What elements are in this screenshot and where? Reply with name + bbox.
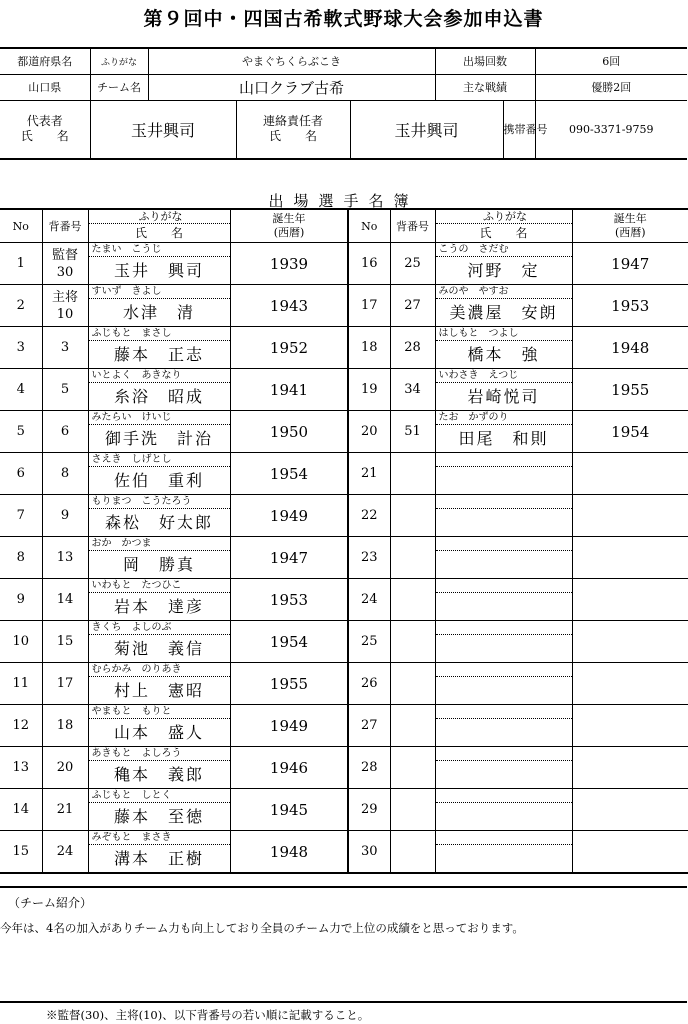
representative-label-line2: 氏 名 xyxy=(20,129,69,144)
player-name: 河野 定 xyxy=(467,261,540,280)
player-uniform-value: 21 xyxy=(56,802,74,817)
col-furigana-label-right: ふりがな xyxy=(436,210,572,224)
table-row xyxy=(0,327,348,369)
table-row xyxy=(348,579,688,621)
team-furigana: やまぐちくらぶこき xyxy=(148,48,435,74)
table-row xyxy=(0,537,348,579)
player-uniform-number xyxy=(390,243,435,285)
player-uniform-value: 27 xyxy=(404,298,421,313)
player-furigana: もりまつ こうたろう xyxy=(89,495,230,509)
player-no: 20 xyxy=(348,411,390,453)
player-no: 2 xyxy=(0,285,42,327)
contact-name: 玉井興司 xyxy=(350,100,503,159)
player-birth-year xyxy=(572,663,688,705)
table-row xyxy=(0,831,348,874)
player-name-cell xyxy=(88,243,230,285)
player-furigana xyxy=(436,621,572,635)
player-furigana xyxy=(436,789,572,803)
table-row xyxy=(348,243,688,285)
player-name-cell xyxy=(88,453,230,495)
player-name-cell xyxy=(435,453,572,495)
player-furigana xyxy=(436,663,572,677)
table-row xyxy=(0,285,348,327)
player-name: 穐本 義郎 xyxy=(113,765,204,784)
player-uniform-number xyxy=(390,705,435,747)
player-uniform-value: 20 xyxy=(56,760,74,775)
appearances-label: 出場回数 xyxy=(435,48,535,74)
player-uniform-value: 18 xyxy=(56,718,74,733)
player-name-cell xyxy=(435,621,572,663)
player-name-cell xyxy=(435,747,572,789)
table-row xyxy=(348,831,688,874)
player-no: 3 xyxy=(0,327,42,369)
player-no: 1 xyxy=(0,243,42,285)
player-uniform-number xyxy=(42,621,88,663)
table-row xyxy=(348,453,688,495)
player-no: 8 xyxy=(0,537,42,579)
player-name: 岡 勝真 xyxy=(122,555,195,574)
results-value: 優勝2回 xyxy=(535,74,687,100)
table-row xyxy=(348,663,688,705)
table-row xyxy=(0,495,348,537)
table-row xyxy=(348,621,688,663)
col-uniform-header-right: 背番号 xyxy=(390,209,435,243)
player-birth-year xyxy=(572,747,688,789)
player-furigana xyxy=(436,537,572,551)
player-no: 14 xyxy=(0,789,42,831)
player-uniform-value: 17 xyxy=(56,676,74,691)
player-furigana: はしもと つよし xyxy=(436,327,572,341)
player-name: 溝本 正樹 xyxy=(113,849,204,868)
player-uniform-number xyxy=(42,789,88,831)
prefecture-label: 都道府県名 xyxy=(0,48,90,74)
player-uniform-number xyxy=(42,705,88,747)
player-name-cell xyxy=(88,411,230,453)
player-uniform-number xyxy=(390,747,435,789)
representative-label-line1: 代表者 xyxy=(26,114,63,129)
player-uniform-number xyxy=(390,621,435,663)
representative-name: 玉井興司 xyxy=(90,100,236,159)
player-name-cell xyxy=(435,369,572,411)
player-uniform-number xyxy=(42,243,88,285)
player-furigana xyxy=(436,831,572,845)
player-furigana: むらかみ のりあき xyxy=(89,663,230,677)
col-no-header: No xyxy=(0,209,42,243)
player-no: 25 xyxy=(348,621,390,663)
player-furigana xyxy=(436,579,572,593)
player-name-cell xyxy=(88,579,230,621)
player-no: 10 xyxy=(0,621,42,663)
appearances-value: 6回 xyxy=(535,48,687,74)
player-uniform-value: 13 xyxy=(56,550,74,565)
form-title: 第９回中・四国古希軟式野球大会参加申込書 xyxy=(143,8,544,30)
col-birth-header xyxy=(230,209,348,243)
player-no: 28 xyxy=(348,747,390,789)
player-name xyxy=(436,635,572,662)
table-row xyxy=(0,453,348,495)
player-birth-year: 1946 xyxy=(230,747,348,789)
player-birth-year: 1953 xyxy=(572,285,688,327)
player-birth-year xyxy=(572,495,688,537)
player-name-cell xyxy=(88,369,230,411)
player-name xyxy=(436,467,572,494)
col-birth-header-right xyxy=(572,209,688,243)
player-name-cell xyxy=(435,789,572,831)
player-birth-year: 1947 xyxy=(572,243,688,285)
player-furigana: みぞもと まさき xyxy=(89,831,230,845)
player-name-cell xyxy=(435,579,572,621)
player-birth-year: 1949 xyxy=(230,705,348,747)
player-uniform-number xyxy=(390,663,435,705)
player-uniform-value: 30 xyxy=(56,264,74,280)
player-birth-year xyxy=(572,831,688,874)
player-name-cell xyxy=(435,327,572,369)
player-uniform-number xyxy=(390,789,435,831)
player-birth-year: 1954 xyxy=(230,621,348,663)
player-no: 4 xyxy=(0,369,42,411)
player-uniform-number xyxy=(42,495,88,537)
player-name xyxy=(436,761,572,788)
player-no: 24 xyxy=(348,579,390,621)
player-name xyxy=(436,509,572,536)
team-intro-label: （チーム紹介） xyxy=(8,896,93,910)
player-name: 佐伯 重利 xyxy=(113,471,204,490)
player-no: 13 xyxy=(0,747,42,789)
player-uniform-number xyxy=(42,285,88,327)
player-no: 15 xyxy=(0,831,42,874)
player-uniform-number xyxy=(390,495,435,537)
table-row xyxy=(348,537,688,579)
player-furigana: きくち よしのぶ xyxy=(89,621,230,635)
col-name-header xyxy=(88,209,230,243)
player-name-cell xyxy=(435,663,572,705)
player-uniform-number xyxy=(42,411,88,453)
phone-label: 携帯番号 xyxy=(503,100,535,159)
player-furigana: みたらい けいじ xyxy=(89,411,230,425)
roster-table-left xyxy=(0,208,349,874)
footnote: ※監督(30)、主将(10)、以下背番号の若い順に記載すること。 xyxy=(46,1008,370,1022)
player-birth-year: 1949 xyxy=(230,495,348,537)
player-name: 森松 好太郎 xyxy=(104,513,213,532)
player-no: 21 xyxy=(348,453,390,495)
player-no: 29 xyxy=(348,789,390,831)
player-birth-year xyxy=(572,705,688,747)
player-name-cell xyxy=(435,285,572,327)
player-name-cell xyxy=(88,285,230,327)
player-role: 主将 xyxy=(51,289,78,305)
player-name: 糸浴 昭成 xyxy=(113,387,204,406)
table-row xyxy=(0,663,348,705)
player-birth-year: 1953 xyxy=(230,579,348,621)
player-furigana xyxy=(436,705,572,719)
player-name xyxy=(436,551,572,578)
roster-title: 出場選手名簿 xyxy=(268,192,419,210)
table-row xyxy=(0,705,348,747)
player-birth-year xyxy=(572,579,688,621)
table-row xyxy=(0,747,348,789)
player-birth-year xyxy=(572,537,688,579)
player-birth-year xyxy=(572,621,688,663)
player-uniform-value: 25 xyxy=(404,256,421,271)
player-uniform-number xyxy=(42,369,88,411)
col-birth-label-2-right: (西暦) xyxy=(614,226,646,239)
table-row xyxy=(348,411,688,453)
player-name: 橋本 強 xyxy=(467,345,540,364)
player-uniform-value: 15 xyxy=(56,634,74,649)
table-row xyxy=(0,621,348,663)
player-name-cell xyxy=(435,411,572,453)
player-name xyxy=(436,719,572,746)
table-row xyxy=(0,579,348,621)
player-name-cell xyxy=(435,705,572,747)
player-role: 監督 xyxy=(51,247,78,263)
player-uniform-number xyxy=(42,579,88,621)
player-furigana: たお かずのり xyxy=(436,411,572,425)
player-name: 水津 清 xyxy=(122,303,195,322)
player-no: 17 xyxy=(348,285,390,327)
player-uniform-number xyxy=(390,369,435,411)
player-no: 9 xyxy=(0,579,42,621)
player-name: 菊池 義信 xyxy=(113,639,204,658)
player-name xyxy=(436,845,572,872)
player-uniform-number xyxy=(390,411,435,453)
representative-label xyxy=(0,100,90,159)
player-furigana: ふじもと しとく xyxy=(89,789,230,803)
player-uniform-value: 10 xyxy=(56,306,74,322)
player-birth-year: 1945 xyxy=(230,789,348,831)
player-name xyxy=(436,593,572,620)
col-name-label-right: 氏 名 xyxy=(479,226,528,240)
player-name-cell xyxy=(88,621,230,663)
player-birth-year: 1948 xyxy=(572,327,688,369)
player-name: 山本 盛人 xyxy=(113,723,204,742)
player-uniform-value: 28 xyxy=(404,340,421,355)
player-uniform-number xyxy=(42,453,88,495)
team-name: 山口クラブ古希 xyxy=(148,74,435,100)
player-birth-year: 1955 xyxy=(230,663,348,705)
player-birth-year: 1950 xyxy=(230,411,348,453)
player-no: 6 xyxy=(0,453,42,495)
player-uniform-number xyxy=(42,327,88,369)
player-no: 7 xyxy=(0,495,42,537)
player-furigana: こうの さだむ xyxy=(436,243,572,257)
player-uniform-value: 3 xyxy=(60,340,70,355)
player-furigana: あきもと よしろう xyxy=(89,747,230,761)
player-name-cell xyxy=(88,495,230,537)
player-furigana xyxy=(436,495,572,509)
col-no-header-right: No xyxy=(348,209,390,243)
player-birth-year: 1954 xyxy=(572,411,688,453)
player-name-cell xyxy=(88,747,230,789)
player-no: 16 xyxy=(348,243,390,285)
player-name-cell xyxy=(435,495,572,537)
player-name: 藤本 正志 xyxy=(113,345,204,364)
team-label: チーム名 xyxy=(90,74,148,100)
col-birth-label-2: (西暦) xyxy=(273,226,305,239)
furigana-label: ふりがな xyxy=(90,48,148,74)
player-birth-year: 1947 xyxy=(230,537,348,579)
player-name: 村上 憲昭 xyxy=(113,681,204,700)
player-no: 26 xyxy=(348,663,390,705)
contact-label xyxy=(236,100,350,159)
player-furigana: たまい こうじ xyxy=(89,243,230,257)
player-no: 27 xyxy=(348,705,390,747)
table-row xyxy=(348,789,688,831)
player-furigana: さえき しげとし xyxy=(89,453,230,467)
player-name-cell xyxy=(88,831,230,874)
player-name-cell xyxy=(88,789,230,831)
player-uniform-number xyxy=(42,831,88,874)
player-birth-year: 1952 xyxy=(230,327,348,369)
player-no: 30 xyxy=(348,831,390,874)
player-uniform-value: 6 xyxy=(60,424,70,439)
player-name-cell xyxy=(88,327,230,369)
table-row xyxy=(348,747,688,789)
player-uniform-value: 9 xyxy=(60,508,70,523)
prefecture-value: 山口県 xyxy=(0,74,90,100)
player-uniform-value: 24 xyxy=(56,844,74,859)
phone-value: 090-3371-9759 xyxy=(535,100,687,159)
player-furigana xyxy=(436,747,572,761)
player-furigana xyxy=(436,453,572,467)
player-birth-year: 1939 xyxy=(230,243,348,285)
col-name-header-right xyxy=(435,209,572,243)
table-row xyxy=(348,285,688,327)
player-name-cell xyxy=(88,537,230,579)
player-no: 22 xyxy=(348,495,390,537)
table-row xyxy=(0,411,348,453)
contact-label-line1: 連絡責任者 xyxy=(262,114,323,129)
player-no: 5 xyxy=(0,411,42,453)
team-info-table xyxy=(0,47,687,160)
player-uniform-value: 51 xyxy=(404,424,421,439)
player-furigana: おか かつま xyxy=(89,537,230,551)
player-uniform-number xyxy=(42,537,88,579)
col-birth-label-1: 誕生年 xyxy=(272,212,306,225)
table-row xyxy=(348,327,688,369)
player-no: 23 xyxy=(348,537,390,579)
player-name-cell xyxy=(435,537,572,579)
table-row xyxy=(348,369,688,411)
player-furigana: いわさき えつじ xyxy=(436,369,572,383)
player-name: 田尾 和則 xyxy=(458,429,549,448)
player-furigana: いとよく あきなり xyxy=(89,369,230,383)
player-name: 御手洗 計治 xyxy=(104,429,213,448)
player-furigana: ふじもと まさし xyxy=(89,327,230,341)
player-uniform-number xyxy=(390,537,435,579)
player-uniform-number xyxy=(42,747,88,789)
team-intro-box xyxy=(0,886,687,1003)
table-row xyxy=(0,243,348,285)
player-furigana: いわもと たつひこ xyxy=(89,579,230,593)
player-name: 美濃屋 安朗 xyxy=(449,303,558,322)
player-name: 岩本 達彦 xyxy=(113,597,204,616)
player-name xyxy=(436,803,572,830)
player-birth-year: 1954 xyxy=(230,453,348,495)
table-row xyxy=(0,369,348,411)
player-name-cell xyxy=(88,663,230,705)
player-uniform-value: 34 xyxy=(404,382,421,397)
player-no: 11 xyxy=(0,663,42,705)
player-name: 玉井 興司 xyxy=(113,261,204,280)
player-birth-year: 1941 xyxy=(230,369,348,411)
player-uniform-value: 8 xyxy=(60,466,70,481)
player-uniform-number xyxy=(390,285,435,327)
player-no: 12 xyxy=(0,705,42,747)
player-name-cell xyxy=(88,705,230,747)
player-uniform-value: 5 xyxy=(60,382,70,397)
player-uniform-number xyxy=(390,579,435,621)
player-birth-year: 1948 xyxy=(230,831,348,874)
player-name-cell xyxy=(435,831,572,874)
table-row xyxy=(348,705,688,747)
table-row xyxy=(0,789,348,831)
player-uniform-number xyxy=(390,831,435,874)
results-label: 主な戦績 xyxy=(435,74,535,100)
player-birth-year: 1943 xyxy=(230,285,348,327)
player-uniform-value: 14 xyxy=(56,592,74,607)
player-furigana: すいず きよし xyxy=(89,285,230,299)
player-uniform-number xyxy=(42,663,88,705)
player-name xyxy=(436,677,572,704)
roster-table-right xyxy=(347,208,688,874)
player-furigana: やまもと もりと xyxy=(89,705,230,719)
table-row xyxy=(348,495,688,537)
player-no: 19 xyxy=(348,369,390,411)
team-intro-text: 今年は、4名の加入がありチーム力も向上しており全員のチーム力で上位の成績をと思っております。 xyxy=(0,921,524,935)
player-furigana: みのや やすお xyxy=(436,285,572,299)
player-birth-year xyxy=(572,789,688,831)
col-furigana-label: ふりがな xyxy=(89,210,230,224)
player-birth-year: 1955 xyxy=(572,369,688,411)
col-uniform-header: 背番号 xyxy=(42,209,88,243)
player-name-cell xyxy=(435,243,572,285)
player-no: 18 xyxy=(348,327,390,369)
player-uniform-number xyxy=(390,327,435,369)
col-birth-label-1-right: 誕生年 xyxy=(613,212,647,225)
player-name: 岩崎悦司 xyxy=(467,387,540,406)
player-name: 藤本 至徳 xyxy=(113,807,204,826)
col-name-label: 氏 名 xyxy=(134,226,183,240)
player-birth-year xyxy=(572,453,688,495)
contact-label-line2: 氏 名 xyxy=(268,129,317,144)
player-uniform-number xyxy=(390,453,435,495)
